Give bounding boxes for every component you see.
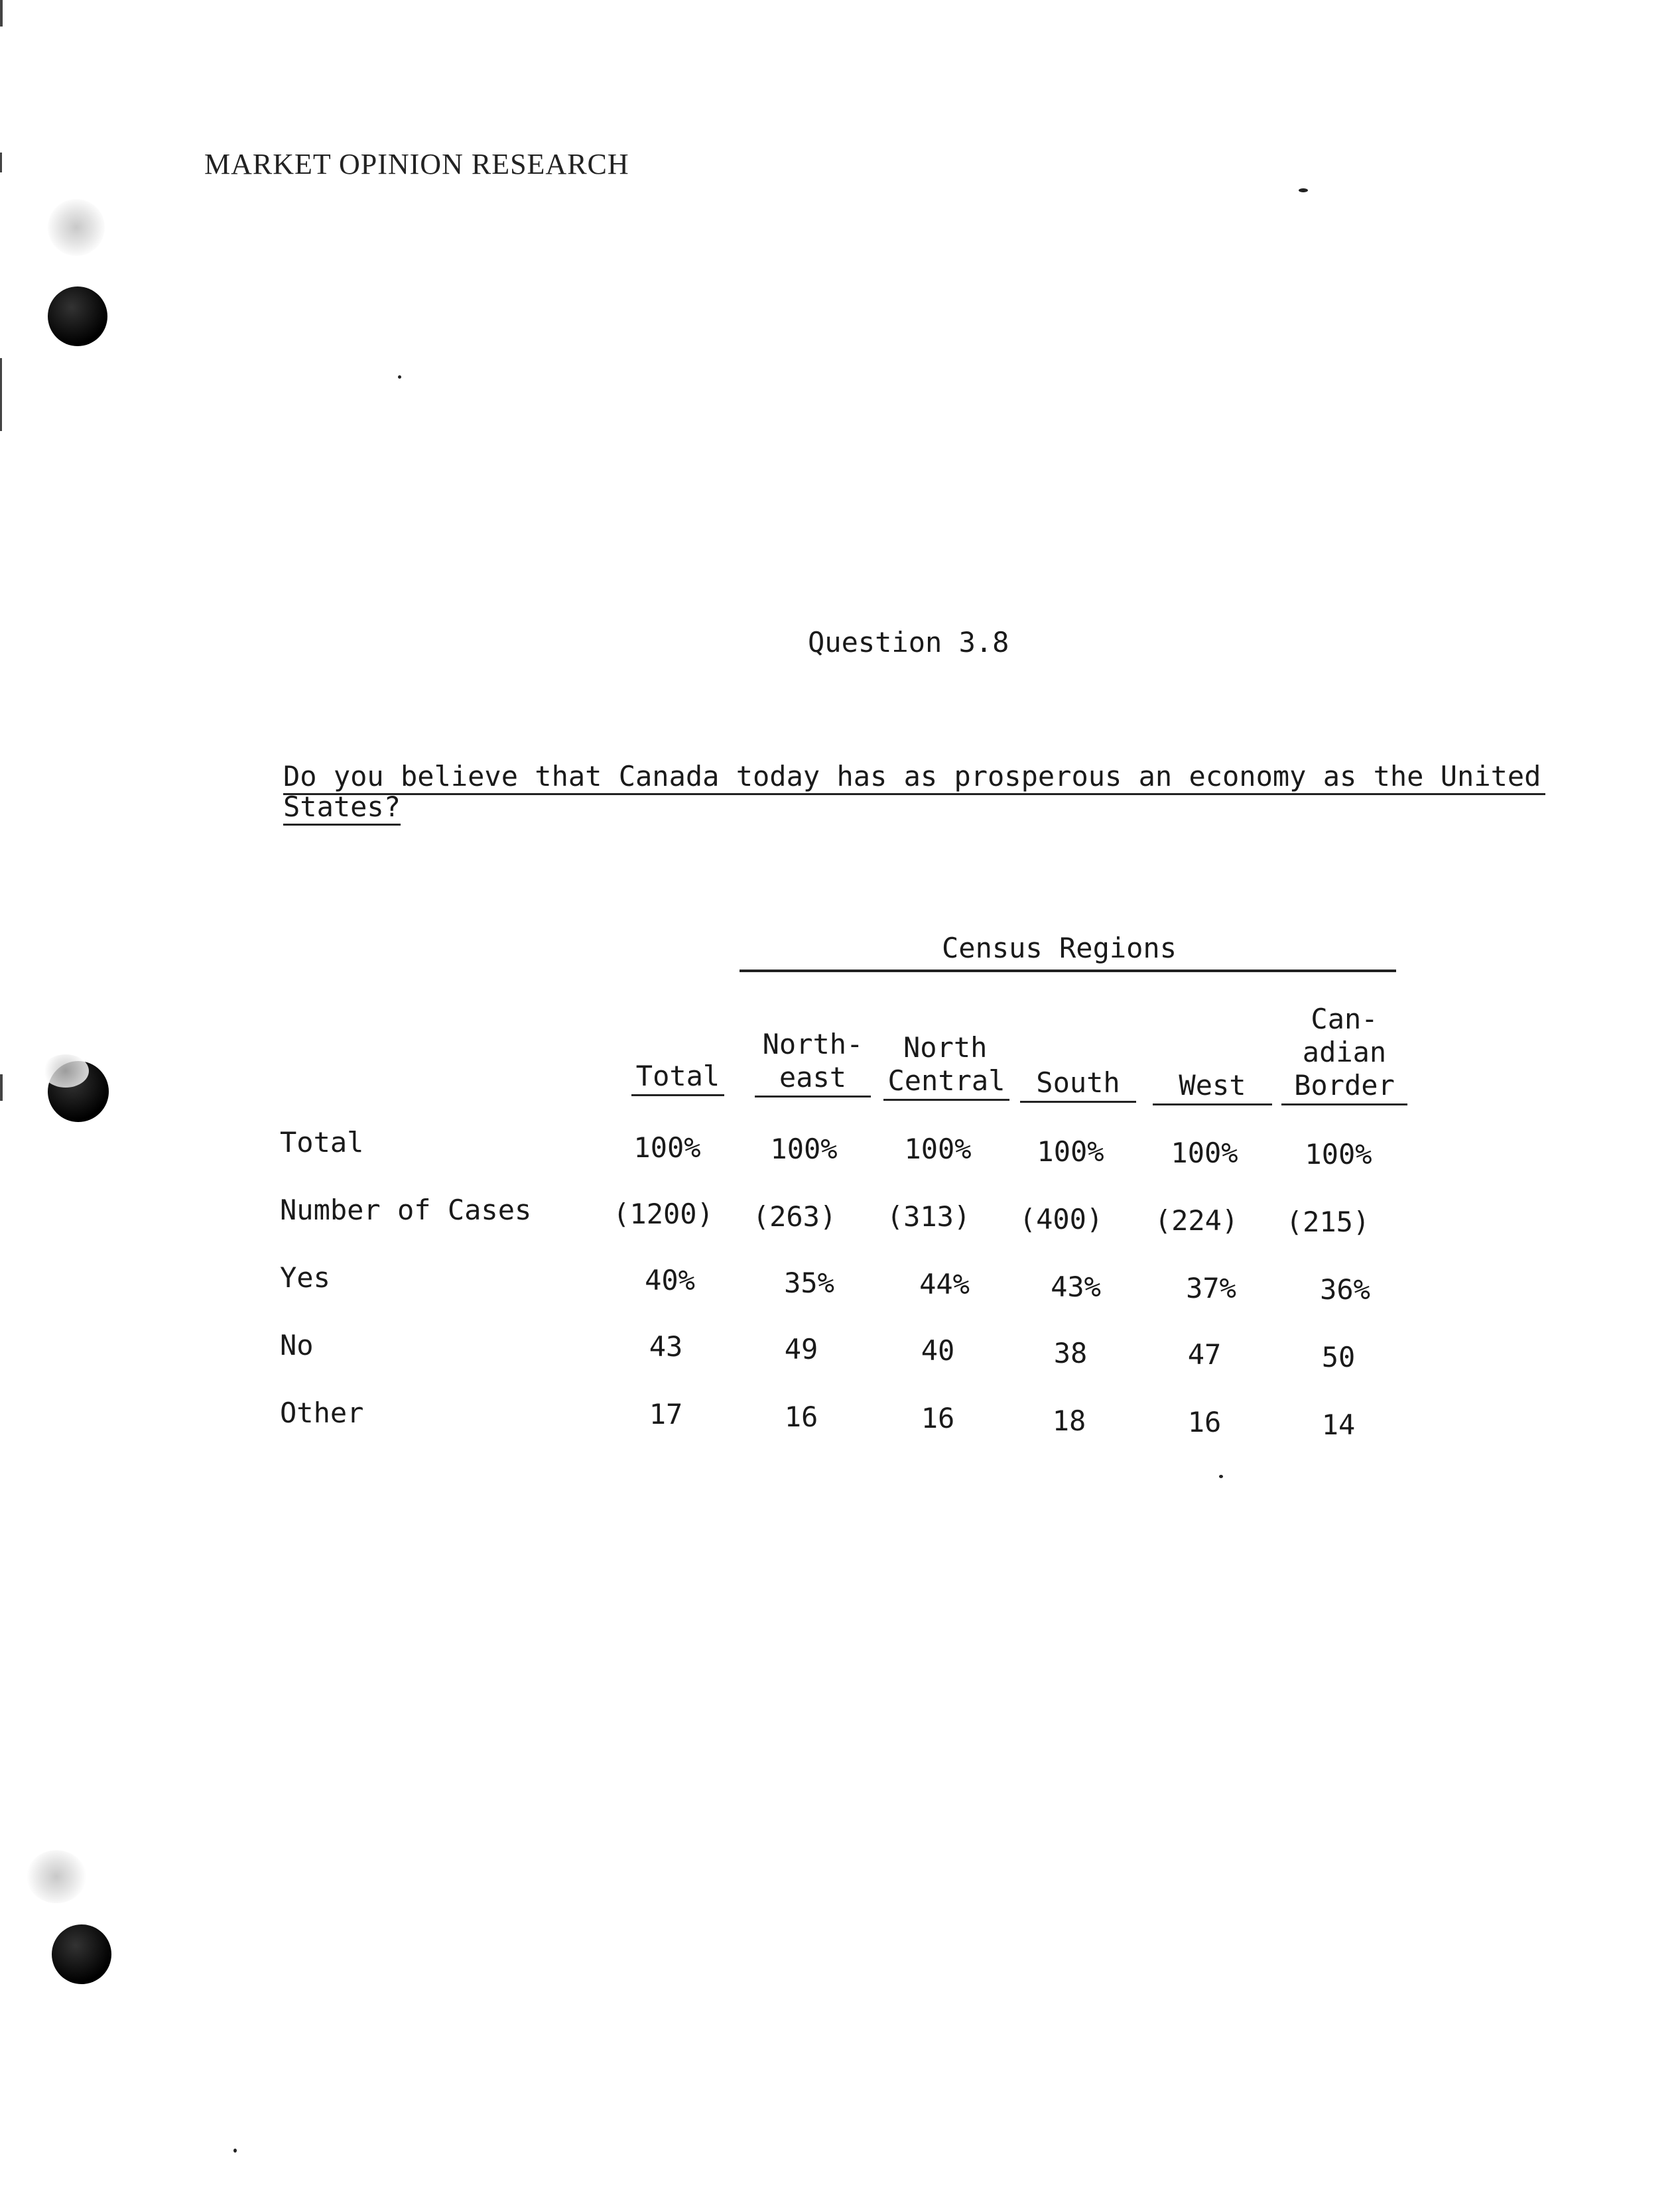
table-cell: 17 [649,1398,683,1430]
table-cell: 43 [649,1330,683,1363]
column-header-line: Total [631,1060,724,1096]
table-cell: 100% [1037,1135,1104,1168]
table-cell: 40% [645,1264,695,1296]
table-cell: 100% [904,1133,972,1165]
punch-hole-top [48,286,107,346]
column-header-line: adian [1302,1036,1387,1068]
column-header-west [1153,1069,1272,1105]
table-cell: 100% [1305,1138,1372,1170]
table-cell: 100% [770,1133,838,1165]
column-header-total [631,1060,724,1096]
row-label-other: Other [280,1397,364,1429]
scan-edge-mark [0,0,3,27]
column-header-line: east [755,1061,871,1098]
table-cell: 38 [1053,1337,1088,1369]
scan-speck [398,375,401,379]
table-cell: 36% [1320,1273,1370,1306]
scan-edge-mark [0,153,2,172]
punch-hole-faint-top [48,199,105,256]
row-label-no: No [280,1329,314,1361]
table-cell: 18 [1052,1405,1086,1437]
column-header-line: North [903,1031,988,1064]
table-cell: 35% [784,1267,834,1299]
table-cell: (313) [886,1200,971,1233]
census-regions-header: Census Regions [942,932,1177,964]
table-cell: 49 [784,1333,818,1365]
table-cell: 40 [921,1334,955,1367]
table-cell: 16 [921,1402,955,1434]
column-header-canadian-border [1281,1003,1407,1105]
table-cell: 100% [1171,1137,1238,1169]
table-cell: 44% [919,1268,970,1300]
table-cell: 16 [784,1401,818,1433]
scan-edge-mark [0,1074,3,1101]
table-cell: (215) [1285,1206,1370,1238]
question-number: Question 3.8 [808,626,1009,659]
row-label-total: Total [280,1126,364,1159]
punch-hole-faint-middle [42,1054,89,1088]
table-cell: 50 [1321,1341,1356,1373]
table-cell: 43% [1051,1271,1101,1303]
table-cell: 14 [1321,1409,1356,1441]
column-header-line: South [1020,1066,1136,1103]
column-header-line: North- [762,1028,864,1060]
column-header-line: West [1153,1069,1272,1105]
census-regions-rule [740,970,1396,972]
table-cell: 47 [1187,1338,1222,1371]
scan-speck [1299,188,1308,192]
question-line-2: States? [283,792,401,826]
table-cell: 37% [1186,1272,1236,1304]
column-header-south [1020,1066,1136,1103]
table-cell: (400) [1019,1203,1104,1235]
column-header-line: Central [883,1064,1009,1101]
table-cell: 100% [633,1131,701,1164]
scan-speck [233,2149,237,2153]
scan-speck [1219,1475,1223,1478]
punch-hole-bottom [52,1924,111,1984]
column-header-line: Border [1281,1069,1407,1105]
question-line-1: Do you believe that Canada today has as prosperous an economy as the United [283,761,1545,795]
row-label-number-of-cases: Number of Cases [280,1194,532,1226]
column-header-line: Can- [1311,1003,1378,1035]
table-cell: (224) [1154,1204,1239,1237]
table-cell: 16 [1187,1406,1222,1438]
scan-edge-mark [0,358,2,431]
punch-hole-faint-bottom [27,1850,86,1903]
table-cell: (263) [752,1200,837,1233]
column-header-north-central [883,1031,1009,1101]
column-header-northeast [755,1028,871,1098]
letterhead: MARKET OPINION RESEARCH [204,148,629,180]
table-cell: (1200) [613,1198,714,1230]
row-label-yes: Yes [280,1261,330,1294]
